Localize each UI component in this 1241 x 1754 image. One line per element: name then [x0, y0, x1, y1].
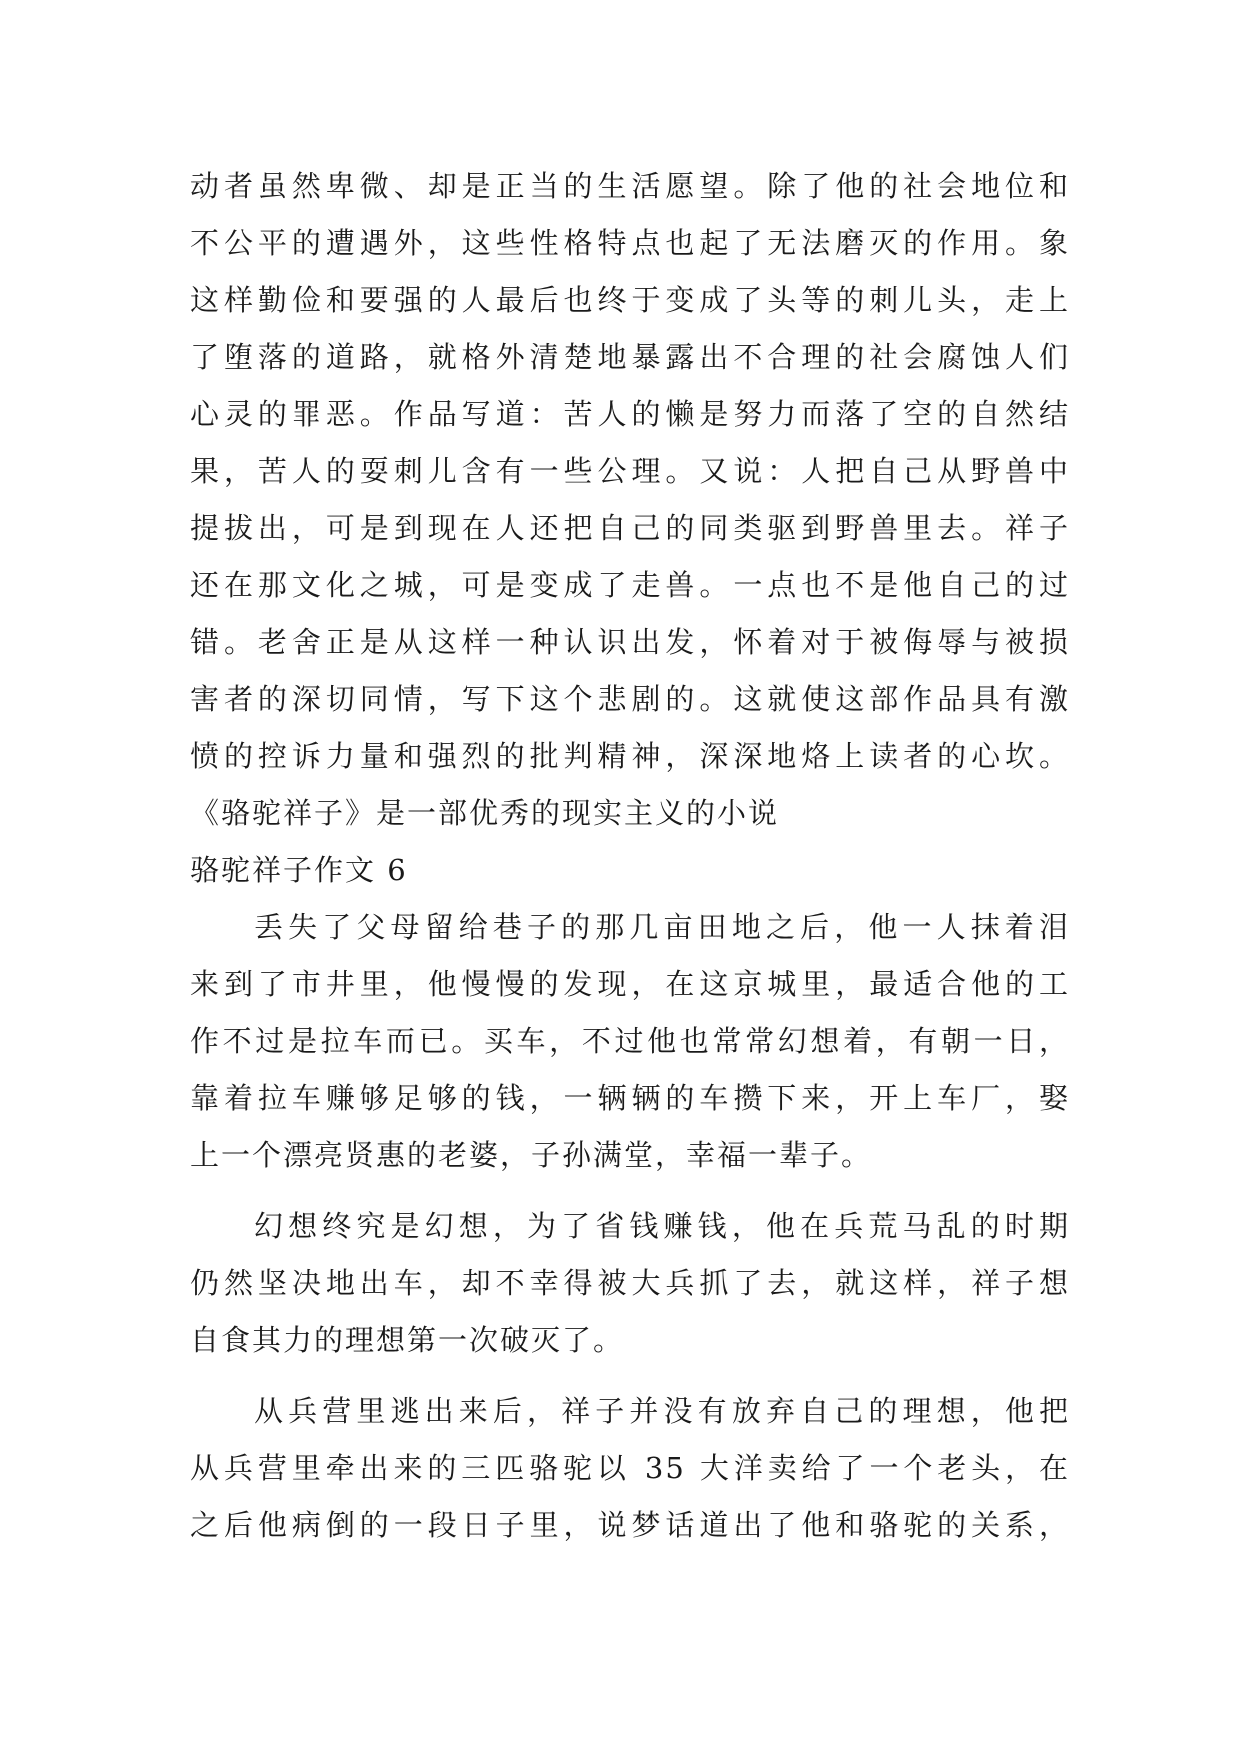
text-line: 《骆驼祥子》是一部优秀的现实主义的小说	[190, 796, 780, 830]
text-line: 果，苦人的耍刺儿含有一些公理。又说：人把自己从野兽中	[190, 454, 1070, 488]
text-line: 上一个漂亮贤惠的老婆，子孙满堂，幸福一辈子。	[190, 1138, 873, 1172]
text-line: 错。老舍正是从这样一种认识出发，怀着对于被侮辱与被损	[190, 625, 1070, 659]
text-line: 仍然坚决地出车，却不幸得被大兵抓了去，就这样，祥子想	[190, 1266, 1070, 1300]
paragraph-first-line: 从兵营里逃出来后，祥子并没有放弃自己的理想，他把	[254, 1394, 1070, 1428]
text-line: 从兵营里牵出来的三匹骆驼以 35 大洋卖给了一个老头，在	[190, 1451, 1070, 1485]
paragraph-first-line: 丢失了父母留给巷子的那几亩田地之后，他一人抹着泪	[254, 910, 1070, 944]
text-line: 作不过是拉车而已。买车，不过他也常常幻想着，有朝一日，	[190, 1024, 1070, 1058]
paragraph-first-line: 幻想终究是幻想，为了省钱赚钱，他在兵荒马乱的时期	[254, 1209, 1070, 1243]
text-line: 来到了市井里，他慢慢的发现，在这京城里，最适合他的工	[190, 967, 1070, 1001]
text-line: 自食其力的理想第一次破灭了。	[190, 1323, 625, 1357]
text-line: 害者的深切同情，写下这个悲剧的。这就使这部作品具有激	[190, 682, 1070, 716]
text-line: 了堕落的道路，就格外清楚地暴露出不合理的社会腐蚀人们	[190, 340, 1070, 374]
text-line: 之后他病倒的一段日子里，说梦话道出了他和骆驼的关系，	[190, 1508, 1070, 1542]
text-line: 不公平的遭遇外，这些性格特点也起了无法磨灭的作用。象	[190, 226, 1070, 260]
text-line: 心灵的罪恶。作品写道：苦人的懒是努力而落了空的自然结	[190, 397, 1070, 431]
text-line: 提拔出，可是到现在人还把自己的同类驱到野兽里去。祥子	[190, 511, 1070, 545]
document-body	[190, 158, 1070, 1554]
section-heading: 骆驼祥子作文 6	[190, 853, 408, 887]
text-line: 动者虽然卑微、却是正当的生活愿望。除了他的社会地位和	[190, 169, 1070, 203]
text-line: 这样勤俭和要强的人最后也终于变成了头等的刺儿头，走上	[190, 283, 1070, 317]
text-line: 还在那文化之城，可是变成了走兽。一点也不是他自己的过	[190, 568, 1070, 602]
text-line: 靠着拉车赚够足够的钱，一辆辆的车攒下来，开上车厂，娶	[190, 1081, 1070, 1115]
text-line: 愤的控诉力量和强烈的批判精神，深深地烙上读者的心坎。	[190, 739, 1070, 773]
